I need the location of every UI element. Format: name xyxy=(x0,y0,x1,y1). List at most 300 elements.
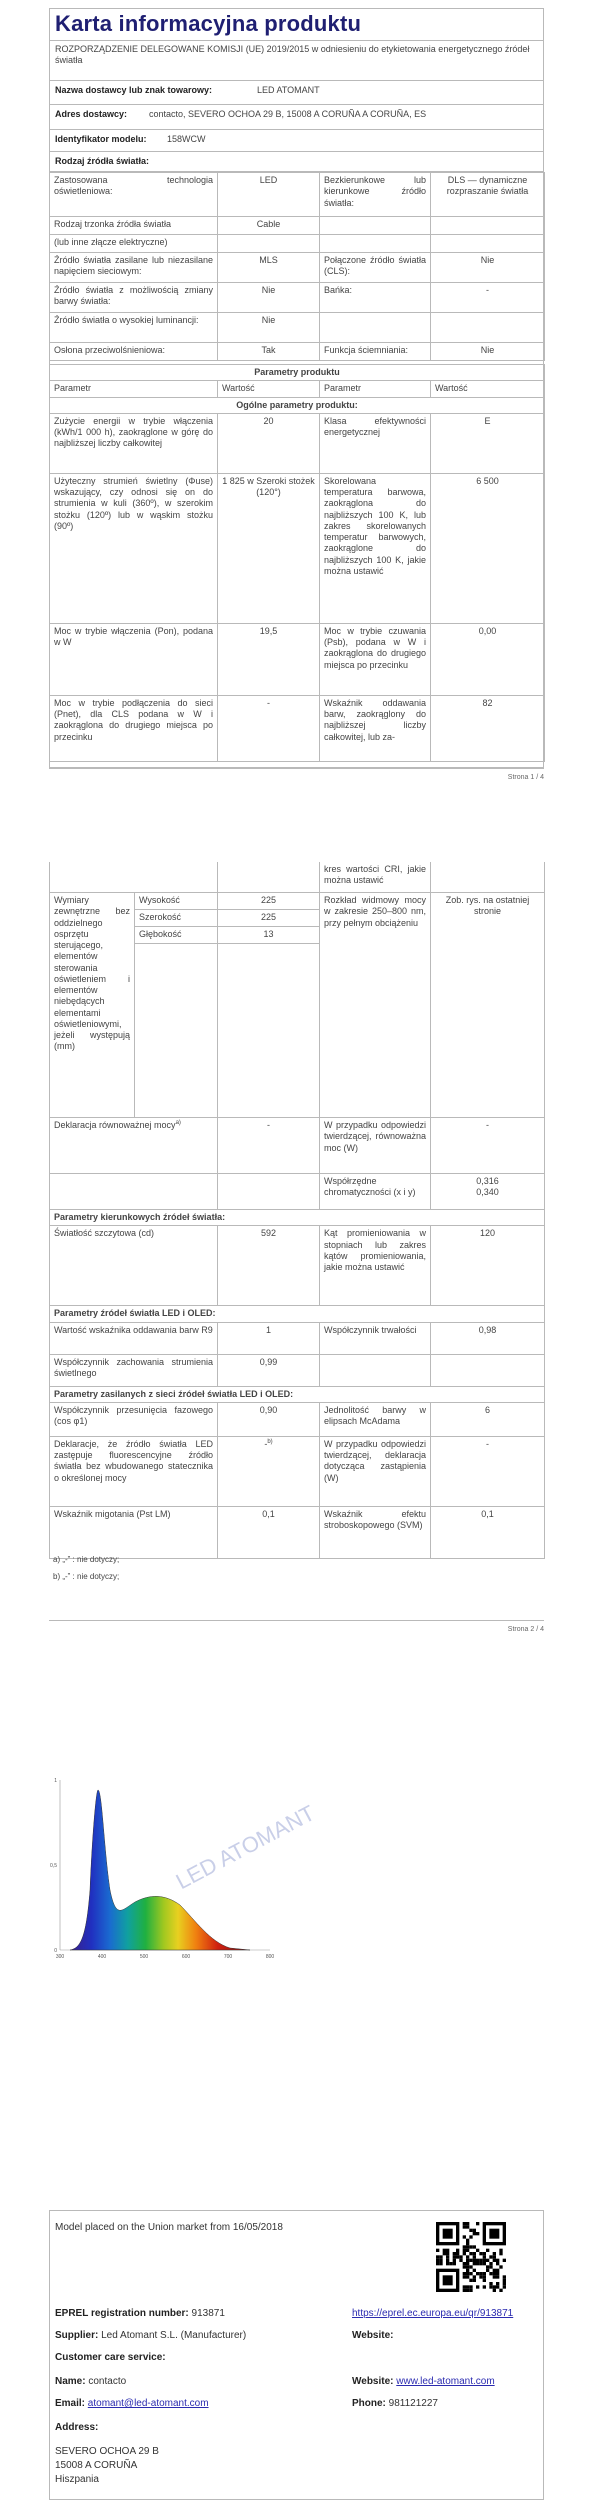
type-cell xyxy=(320,235,431,253)
mains-cell: - xyxy=(431,1436,545,1506)
chroma-values xyxy=(431,1174,545,1210)
chroma-x: 0,316 xyxy=(476,1176,499,1186)
col-value-header: Wartość xyxy=(431,381,545,397)
general-row xyxy=(50,473,545,623)
care-label: Customer care service: xyxy=(55,2352,166,2363)
phone-value: 981121227 xyxy=(388,2398,438,2409)
qr-module xyxy=(436,2249,439,2252)
dir-cell: 120 xyxy=(431,1226,545,1306)
qr-module xyxy=(443,2229,453,2239)
address-line: SEVERO OCHOA 29 B xyxy=(55,2446,159,2457)
params-table xyxy=(49,364,545,762)
qr-module xyxy=(466,2245,469,2248)
qr-module xyxy=(479,2275,482,2278)
type-cell: Cable xyxy=(218,217,320,235)
supplier-value: Led Atomant S.L. (Manufacturer) xyxy=(101,2330,247,2341)
qr-module xyxy=(483,2259,486,2262)
eprel-reg-value: 913871 xyxy=(191,2308,225,2319)
qr-module xyxy=(483,2279,486,2282)
qr-module xyxy=(446,2249,449,2252)
qr-module xyxy=(463,2275,466,2278)
qr-module xyxy=(466,2239,469,2242)
qr-module xyxy=(473,2252,476,2255)
eprel-reg-label: EPREL registration number: xyxy=(55,2308,189,2319)
qr-module xyxy=(456,2255,459,2258)
light-source-type-label: Rodzaj źródła światła: xyxy=(55,156,150,166)
qr-code[interactable] xyxy=(436,2222,506,2292)
model-row xyxy=(49,130,544,152)
mains-cell: Współczynnik przesunięcia fazowego (cos φ1) xyxy=(50,1402,218,1436)
qr-module xyxy=(499,2249,502,2252)
mains-cell: Wskaźnik migotania (Pst LM) xyxy=(50,1506,218,1558)
general-cell: Moc w trybie czuwania (Psb), podana w W i zaokrąglona do drugiego miejsca po przecinku xyxy=(320,623,431,695)
equiv-right-label: W przypadku odpowiedzi twierdzącej, równoważna moc (W) xyxy=(320,1118,431,1174)
qr-module xyxy=(476,2222,479,2225)
qr-module xyxy=(449,2262,452,2265)
qr-module xyxy=(493,2272,496,2275)
qr-module xyxy=(493,2275,496,2278)
qr-module xyxy=(489,2229,499,2239)
qr-module xyxy=(473,2262,476,2265)
dir-title-row xyxy=(50,1210,545,1226)
type-cell: Źródło światła zasilane lub niezasilane napięciem sieciowym: xyxy=(50,253,218,283)
general-cell: Klasa efektywności energetycznej xyxy=(320,413,431,473)
qr-module xyxy=(496,2275,499,2278)
qr-module xyxy=(483,2275,486,2278)
mains-row xyxy=(50,1436,545,1506)
supplier-address-row xyxy=(49,105,544,130)
general-cell: 82 xyxy=(431,695,545,761)
qr-module xyxy=(466,2255,469,2258)
chroma-y: 0,340 xyxy=(476,1187,499,1198)
general-cell: - xyxy=(218,695,320,761)
qr-module xyxy=(483,2252,486,2255)
qr-module xyxy=(473,2245,476,2248)
qr-module xyxy=(476,2232,479,2235)
qr-module xyxy=(466,2269,469,2272)
qr-module xyxy=(489,2262,492,2265)
dir-cell: 592 xyxy=(218,1226,320,1306)
qr-module xyxy=(499,2289,502,2292)
x-tick-label: 400 xyxy=(97,1954,107,1960)
type-row xyxy=(50,313,545,343)
qr-module xyxy=(446,2255,449,2258)
mains-cell: 0,90 xyxy=(218,1402,320,1436)
qr-module xyxy=(436,2262,439,2265)
spectral-label: Rozkład widmowy mocy w zakresie 250–800 nm, przy pełnym obciążeniu xyxy=(320,893,431,1118)
address-line: 15008 A CORUÑA xyxy=(55,2460,138,2471)
spectrum-chart xyxy=(50,1770,319,1970)
type-table xyxy=(49,172,545,361)
qr-module xyxy=(446,2259,449,2262)
qr-module xyxy=(493,2255,496,2258)
qr-module xyxy=(453,2259,456,2262)
qr-module xyxy=(463,2285,466,2288)
qr-module xyxy=(463,2265,466,2268)
type-cell: MLS xyxy=(218,253,320,283)
qr-module xyxy=(473,2259,476,2262)
address-label: Address: xyxy=(55,2422,99,2433)
name-label: Name: xyxy=(55,2376,86,2387)
type-cell: - xyxy=(431,283,545,313)
type-cell xyxy=(431,217,545,235)
dims-row xyxy=(50,893,545,910)
regulation-text: ROZPORZĄDZENIE DELEGOWANE KOMISJI (UE) 2019/2015 w odniesieniu do etykietowania energetycznego źródeł światła xyxy=(55,44,530,66)
general-title-row xyxy=(50,397,545,413)
dim-value: 225 xyxy=(218,910,320,927)
page-1-footer: Strona 1 / 4 xyxy=(507,774,544,781)
website-label: Website: xyxy=(352,2330,394,2341)
website2-label: Website: xyxy=(352,2376,394,2387)
led-cell xyxy=(431,1354,545,1386)
dim-name: Głębokość xyxy=(135,927,218,944)
general-cell: Użyteczny strumień świetlny (Φuse) wskazujący, czy odnosi się on do strumienia w kuli (360º), w szerokim stożku (120º) lub w wąskim stożku (90º) xyxy=(50,473,218,623)
qr-module xyxy=(503,2275,506,2278)
led-cell xyxy=(320,1354,431,1386)
general-cell: Wskaźnik oddawania barw, zaokrąglony do najbliższej liczby całkowitej, lub za- xyxy=(320,695,431,761)
type-cell xyxy=(431,235,545,253)
type-cell: LED xyxy=(218,173,320,217)
qr-module xyxy=(456,2252,459,2255)
dim-name: Szerokość xyxy=(135,910,218,927)
qr-module xyxy=(466,2222,469,2225)
qr-module xyxy=(473,2269,476,2272)
eprel-link[interactable]: https://eprel.ec.europa.eu/qr/913871 xyxy=(352,2308,514,2319)
qr-module xyxy=(463,2262,466,2265)
qr-module xyxy=(443,2252,446,2255)
qr-module xyxy=(466,2242,469,2245)
qr-module xyxy=(486,2269,489,2272)
type-cell xyxy=(431,313,545,343)
qr-module xyxy=(439,2255,442,2258)
mains-cell: Deklaracje, że źródło światła LED zastępuje fluorescencyjne źródło światła bez wbudowanego statecznika o określonej mocy xyxy=(50,1436,218,1506)
qr-module xyxy=(473,2275,476,2278)
general-cell: Zużycie energii w trybie włączenia (kWh/1 000 h), zaokrąglone w górę do najbliższej liczby całkowitej xyxy=(50,413,218,473)
qr-module xyxy=(479,2262,482,2265)
qr-module xyxy=(496,2262,499,2265)
type-row xyxy=(50,235,545,253)
qr-module xyxy=(496,2285,499,2288)
general-row xyxy=(50,695,545,761)
qr-module xyxy=(439,2262,442,2265)
mains-row xyxy=(50,1402,545,1436)
qr-module xyxy=(463,2225,466,2228)
qr-module xyxy=(469,2272,472,2275)
y-tick-label: 0 xyxy=(54,1948,57,1954)
qr-module xyxy=(469,2279,472,2282)
qr-module xyxy=(489,2265,492,2268)
qr-module xyxy=(479,2252,482,2255)
type-cell: Nie xyxy=(431,253,545,283)
type-cell: Nie xyxy=(218,283,320,313)
type-cell: Bezkierunkowe lub kierunkowe źródło światła: xyxy=(320,173,431,217)
qr-module xyxy=(443,2249,446,2252)
led-title: Parametry źródeł światła LED i OLED: xyxy=(50,1306,545,1322)
qr-module xyxy=(473,2255,476,2258)
qr-module xyxy=(489,2285,492,2288)
x-tick-label: 300 xyxy=(55,1954,65,1960)
qr-module xyxy=(459,2255,462,2258)
chroma-row xyxy=(50,1174,545,1210)
type-row xyxy=(50,253,545,283)
light-source-type-row xyxy=(49,152,544,172)
qr-module xyxy=(496,2282,499,2285)
qr-module xyxy=(489,2255,492,2258)
qr-module xyxy=(446,2252,449,2255)
qr-module xyxy=(469,2259,472,2262)
qr-module xyxy=(486,2259,489,2262)
qr-module xyxy=(469,2285,472,2288)
general-cell: 1 825 w Szeroki stożek (120°) xyxy=(218,473,320,623)
qr-module xyxy=(456,2249,459,2252)
qr-module xyxy=(479,2272,482,2275)
qr-module xyxy=(486,2265,489,2268)
col-param-header: Parametr xyxy=(320,381,431,397)
qr-module xyxy=(476,2285,479,2288)
general-row xyxy=(50,413,545,473)
params-header-row xyxy=(50,381,545,397)
qr-module xyxy=(469,2289,472,2292)
x-tick-label: 800 xyxy=(265,1954,275,1960)
dim-name: Wysokość xyxy=(135,893,218,910)
x-tick-label: 600 xyxy=(181,1954,191,1960)
qr-module xyxy=(486,2249,489,2252)
qr-module xyxy=(473,2232,476,2235)
led-row xyxy=(50,1322,545,1354)
general-row xyxy=(50,623,545,695)
qr-module xyxy=(473,2229,476,2232)
name-value: contacto xyxy=(88,2376,127,2387)
qr-module xyxy=(463,2289,466,2292)
qr-module xyxy=(496,2269,499,2272)
supplier-address-value: contacto, SEVERO OCHOA 29 B, 15008 A CORUÑA A CORUÑA, ES xyxy=(149,109,427,119)
general-cell: Skorelowana temperatura barwowa, zaokrąglona do najbliższych 100 K, lub zakres skorelowanych temperatur barwowych, zaokrąglone do najbliższych 100 K, jakie można ustawić xyxy=(320,473,431,623)
qr-module xyxy=(503,2259,506,2262)
led-cell: Współczynnik zachowania strumienia świetlnego xyxy=(50,1354,218,1386)
qr-module xyxy=(493,2259,496,2262)
col-value-header: Wartość xyxy=(218,381,320,397)
equiv-label: Deklaracja równoważnej mocy xyxy=(54,1120,176,1130)
type-cell: Połączone źródło światła (CLS): xyxy=(320,253,431,283)
equiv-label-cell xyxy=(50,1118,218,1174)
qr-module xyxy=(466,2275,469,2278)
dir-row xyxy=(50,1226,545,1306)
qr-module xyxy=(469,2252,472,2255)
mains-sup: b) xyxy=(267,1438,273,1445)
dim-value: 225 xyxy=(218,893,320,910)
supplier-address-label: Adres dostawcy: xyxy=(55,109,128,119)
qr-module xyxy=(446,2262,449,2265)
page-title: Karta informacyjna produktu xyxy=(55,11,362,36)
led-cell: Wartość wskaźnika oddawania barw R9 xyxy=(50,1322,218,1354)
qr-module xyxy=(469,2245,472,2248)
title-divider xyxy=(49,40,544,41)
footnote-b: b) „-” : nie dotyczy; xyxy=(53,1572,120,1581)
dir-title: Parametry kierunkowych źródeł światła: xyxy=(50,1210,545,1226)
page-1-cut xyxy=(49,768,544,769)
qr-module xyxy=(493,2289,496,2292)
qr-module xyxy=(453,2255,456,2258)
qr-module xyxy=(503,2285,506,2288)
params-title-row xyxy=(50,365,545,381)
type-cell xyxy=(320,313,431,343)
qr-module xyxy=(499,2265,502,2268)
supplier-name-label: Nazwa dostawcy lub znak towarowy: xyxy=(55,85,213,95)
general-cell: Moc w trybie włączenia (Pon), podana w W xyxy=(50,623,218,695)
y-tick-label: 0,5 xyxy=(50,1863,57,1869)
mains-value: - xyxy=(264,1438,268,1449)
qr-module xyxy=(479,2259,482,2262)
qr-module xyxy=(489,2282,492,2285)
model-label: Identyfikator modelu: xyxy=(55,134,147,144)
equiv-right-value: - xyxy=(431,1118,545,1174)
general-cell: 19,5 xyxy=(218,623,320,695)
x-tick-label: 500 xyxy=(139,1954,149,1960)
col-param-header: Parametr xyxy=(50,381,218,397)
qr-module xyxy=(476,2272,479,2275)
qr-module xyxy=(476,2262,479,2265)
type-cell xyxy=(218,235,320,253)
mains-row xyxy=(50,1506,545,1558)
mains-cell: 0,1 xyxy=(431,1506,545,1558)
qr-module xyxy=(493,2269,496,2272)
page-2-cut xyxy=(49,1620,544,1621)
mains-cell-b xyxy=(218,1436,320,1506)
type-cell: Funkcja ściemniania: xyxy=(320,343,431,361)
dims-table xyxy=(49,892,545,1118)
qr-module xyxy=(463,2272,466,2275)
qr-module xyxy=(463,2235,466,2238)
qr-module xyxy=(443,2275,453,2285)
qr-module xyxy=(436,2259,439,2262)
led-cell: 1 xyxy=(218,1322,320,1354)
qr-module xyxy=(453,2262,456,2265)
equiv-row xyxy=(50,1118,545,1174)
qr-module xyxy=(483,2255,486,2258)
qr-module xyxy=(459,2259,462,2262)
qr-module xyxy=(463,2249,466,2252)
qr-module xyxy=(466,2272,469,2275)
general-cell: 6 500 xyxy=(431,473,545,623)
qr-module xyxy=(483,2262,486,2265)
supplier-name-row xyxy=(49,80,544,105)
dims-label: Wymiary zewnętrzne bez oddzielnego osprzętu sterującego, elementów sterowania oświetleniem i elementów niebędących elementami oświetleniowymi, jeżeli występują (mm) xyxy=(50,893,135,1118)
equiv-table xyxy=(49,1117,545,1559)
supplier-label: Supplier: xyxy=(55,2330,99,2341)
mains-cell: Jednolitość barwy w elipsach McAdama xyxy=(320,1402,431,1436)
type-cell: Zastosowana technologia oświetleniowa: xyxy=(50,173,218,217)
led-title-row xyxy=(50,1306,545,1322)
cri-cont-row xyxy=(50,862,545,892)
spectral-value: Zob. rys. na ostatniej stronie xyxy=(431,893,545,1118)
chroma-label: Współrzędne chromatyczności (x i y) xyxy=(320,1174,431,1210)
type-cell xyxy=(320,217,431,235)
qr-module xyxy=(503,2282,506,2285)
dim-value: 13 xyxy=(218,927,320,944)
address-line: Hiszpania xyxy=(55,2474,99,2485)
type-cell: Rodzaj trzonka źródła światła xyxy=(50,217,218,235)
spectrum-watermark: LED ATOMANT xyxy=(171,1800,319,1895)
mains-cell: W przypadku odpowiedzi twierdzącej, deklaracja dotycząca zastąpienia (W) xyxy=(320,1436,431,1506)
qr-module xyxy=(463,2252,466,2255)
qr-module xyxy=(466,2259,469,2262)
phone-label: Phone: xyxy=(352,2398,386,2409)
mains-cell: Wskaźnik efektu stroboskopowego (SVM) xyxy=(320,1506,431,1558)
type-cell: Tak xyxy=(218,343,320,361)
qr-module xyxy=(496,2272,499,2275)
type-row xyxy=(50,173,545,217)
qr-module xyxy=(466,2289,469,2292)
qr-module xyxy=(493,2285,496,2288)
params-table-cont xyxy=(49,862,545,893)
general-title: Ogólne parametry produktu: xyxy=(50,397,545,413)
model-value: 158WCW xyxy=(167,134,206,144)
qr-module xyxy=(496,2259,499,2262)
type-cell: Nie xyxy=(431,343,545,361)
type-cell: Nie xyxy=(218,313,320,343)
model-placed: Model placed on the Union market from 16/05/2018 xyxy=(55,2222,283,2233)
general-cell: Moc w trybie podłączenia do sieci (Pnet), dla CLS podana w W i zaokrąglona do drugiego miejsca po przecinku xyxy=(50,695,218,761)
qr-module xyxy=(503,2279,506,2282)
qr-module xyxy=(483,2285,486,2288)
type-cell: Źródło światła z możliwością zmiany barwy światła: xyxy=(50,283,218,313)
qr-module xyxy=(466,2285,469,2288)
cri-cont: kres wartości CRI, jakie można ustawić xyxy=(320,862,431,892)
type-row xyxy=(50,217,545,235)
qr-module xyxy=(476,2259,479,2262)
general-cell: 20 xyxy=(218,413,320,473)
y-tick-label: 1 xyxy=(54,1778,57,1784)
qr-module xyxy=(439,2259,442,2262)
email-label: Email: xyxy=(55,2398,86,2409)
qr-module xyxy=(493,2252,496,2255)
equiv-value: - xyxy=(218,1118,320,1174)
qr-module xyxy=(469,2229,472,2232)
dir-cell: Kąt promieniowania w stopniach lub zakres kątów promieniowania, jakie można ustawić xyxy=(320,1226,431,1306)
qr-module xyxy=(466,2249,469,2252)
qr-module xyxy=(453,2252,456,2255)
qr-module xyxy=(466,2262,469,2265)
website2-link[interactable]: www.led-atomant.com xyxy=(396,2376,495,2387)
qr-module xyxy=(476,2249,479,2252)
qr-module xyxy=(499,2252,502,2255)
type-cell: Bańka: xyxy=(320,283,431,313)
supplier-name-value: LED ATOMANT xyxy=(257,85,320,95)
type-cell: Osłona przeciwolśnieniowa: xyxy=(50,343,218,361)
dir-cell: Światłość szczytowa (cd) xyxy=(50,1226,218,1306)
type-cell: DLS — dynamiczne rozpraszanie światła xyxy=(431,173,545,217)
type-cell: (lub inne złącze elektryczne) xyxy=(50,235,218,253)
type-row xyxy=(50,343,545,361)
params-title: Parametry produktu xyxy=(50,365,545,381)
led-cell: Współczynnik trwałości xyxy=(320,1322,431,1354)
qr-module xyxy=(466,2225,469,2228)
led-row xyxy=(50,1354,545,1386)
email-link[interactable]: atomant@led-atomant.com xyxy=(87,2398,209,2409)
led-cell: 0,98 xyxy=(431,1322,545,1354)
qr-module xyxy=(436,2255,439,2258)
mains-cell: 0,1 xyxy=(218,1506,320,1558)
mains-title: Parametry zasilanych z sieci źródeł światła LED i OLED: xyxy=(50,1386,545,1402)
x-tick-label: 700 xyxy=(223,1954,233,1960)
qr-module xyxy=(483,2272,486,2275)
footnote-a: a) „-” : nie dotyczy; xyxy=(53,1555,120,1564)
qr-module xyxy=(469,2235,472,2238)
led-cell: 0,99 xyxy=(218,1354,320,1386)
type-row xyxy=(50,283,545,313)
qr-module xyxy=(463,2222,466,2225)
type-cell: Źródło światła o wysokiej luminancji: xyxy=(50,313,218,343)
